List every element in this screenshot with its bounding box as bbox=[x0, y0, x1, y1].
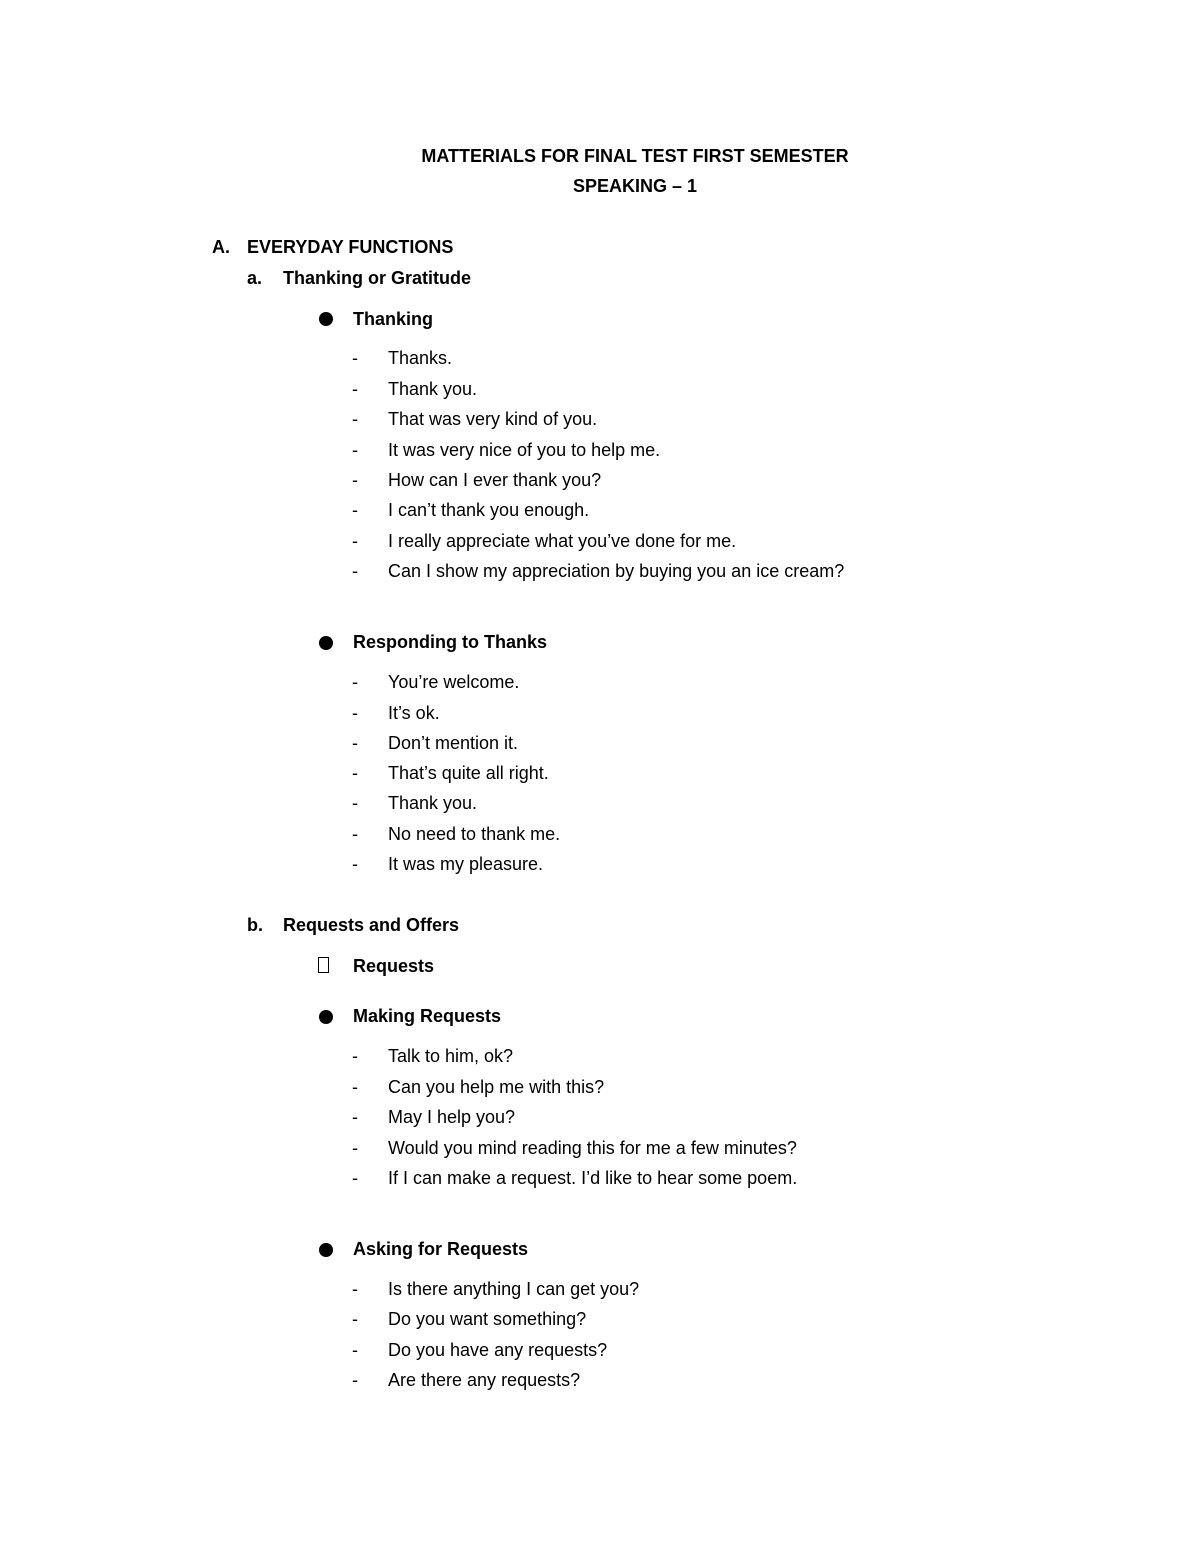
asking-requests-heading: Asking for Requests bbox=[353, 1239, 529, 1259]
dash-marker: - bbox=[352, 1168, 358, 1188]
bullet-icon bbox=[319, 1010, 333, 1024]
dash-marker: - bbox=[352, 1370, 358, 1390]
subsection-b-heading: Requests and Offers bbox=[283, 915, 460, 935]
dash-marker: - bbox=[352, 1309, 358, 1329]
dash-marker: - bbox=[352, 500, 358, 520]
dash-marker: - bbox=[352, 348, 358, 368]
dash-marker: - bbox=[352, 1138, 358, 1158]
list-item: If I can make a request. I’d like to hear some poem. bbox=[388, 1168, 798, 1188]
section-a-marker: A. bbox=[212, 237, 230, 257]
list-item: I really appreciate what you’ve done for me. bbox=[388, 531, 737, 551]
bullet-icon bbox=[319, 312, 333, 326]
list-item: Do you have any requests? bbox=[388, 1340, 608, 1360]
subsection-a-marker: a. bbox=[247, 268, 263, 288]
list-item: That was very kind of you. bbox=[388, 409, 598, 429]
list-item: Are there any requests? bbox=[388, 1370, 581, 1390]
list-item: Can I show my appreciation by buying you an ice cream? bbox=[388, 561, 845, 581]
dash-marker: - bbox=[352, 561, 358, 581]
list-item: No need to thank me. bbox=[388, 824, 561, 844]
dash-marker: - bbox=[352, 1077, 358, 1097]
bullet-icon bbox=[319, 1243, 333, 1257]
dash-marker: - bbox=[352, 672, 358, 692]
list-item: Thanks. bbox=[388, 348, 453, 368]
thanking-heading: Thanking bbox=[353, 309, 433, 329]
dash-marker: - bbox=[352, 824, 358, 844]
subsection-b-marker: b. bbox=[247, 915, 263, 935]
list-item: It was my pleasure. bbox=[388, 854, 544, 874]
list-item: Do you want something? bbox=[388, 1309, 587, 1329]
dash-marker: - bbox=[352, 1046, 358, 1066]
bullet-icon bbox=[319, 636, 333, 650]
dash-marker: - bbox=[352, 763, 358, 783]
dash-marker: - bbox=[352, 703, 358, 723]
list-item: Talk to him, ok? bbox=[388, 1046, 514, 1066]
list-item: You’re welcome. bbox=[388, 672, 520, 692]
dash-marker: - bbox=[352, 531, 358, 551]
dash-marker: - bbox=[352, 793, 358, 813]
list-item: Would you mind reading this for me a few minutes? bbox=[388, 1138, 797, 1158]
list-item: May I help you? bbox=[388, 1107, 516, 1127]
list-item: Thank you. bbox=[388, 379, 478, 399]
dash-marker: - bbox=[352, 470, 358, 490]
missing-glyph-box-icon bbox=[318, 957, 329, 973]
making-requests-heading: Making Requests bbox=[353, 1006, 502, 1026]
list-item: How can I ever thank you? bbox=[388, 470, 602, 490]
list-item: It’s ok. bbox=[388, 703, 440, 723]
list-item: I can’t thank you enough. bbox=[388, 500, 590, 520]
dash-marker: - bbox=[352, 854, 358, 874]
section-a-heading: EVERYDAY FUNCTIONS bbox=[247, 237, 454, 257]
responding-heading: Responding to Thanks bbox=[353, 632, 548, 652]
document-subtitle: SPEAKING – 1 bbox=[572, 176, 698, 196]
dash-marker: - bbox=[352, 1340, 358, 1360]
dash-marker: - bbox=[352, 1279, 358, 1299]
list-item: Thank you. bbox=[388, 793, 478, 813]
list-item: It was very nice of you to help me. bbox=[388, 440, 661, 460]
dash-marker: - bbox=[352, 733, 358, 753]
list-item: That’s quite all right. bbox=[388, 763, 549, 783]
subsection-a-heading: Thanking or Gratitude bbox=[283, 268, 472, 288]
list-item: Can you help me with this? bbox=[388, 1077, 605, 1097]
document-title: MATTERIALS FOR FINAL TEST FIRST SEMESTER bbox=[421, 146, 849, 166]
requests-heading: Requests bbox=[353, 956, 435, 976]
list-item: Don’t mention it. bbox=[388, 733, 519, 753]
dash-marker: - bbox=[352, 409, 358, 429]
list-item: Is there anything I can get you? bbox=[388, 1279, 640, 1299]
dash-marker: - bbox=[352, 1107, 358, 1127]
dash-marker: - bbox=[352, 379, 358, 399]
dash-marker: - bbox=[352, 440, 358, 460]
